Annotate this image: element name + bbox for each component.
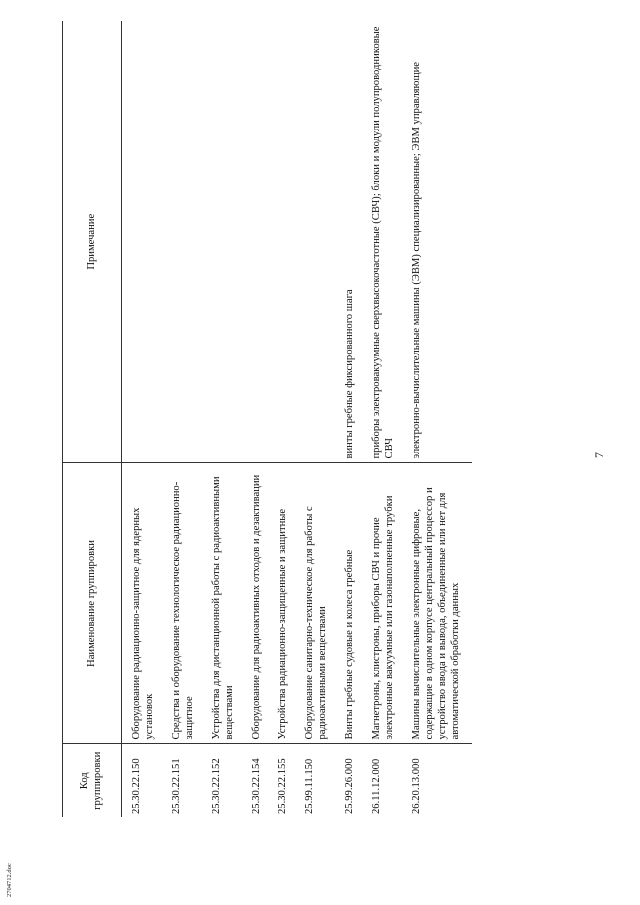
cell-note: [299, 21, 339, 463]
cell-note: приборы электровакуумные сверхвысокочастотные (СВЧ); блоки и модули полупроводниковые СВЧ: [366, 21, 406, 463]
table-row: [299, 21, 339, 817]
cell-note: [206, 21, 246, 463]
table-body: [122, 21, 472, 817]
cell-name: Оборудование радиационно-защитное для ядерных установок: [122, 463, 166, 744]
page-number: 7: [592, 452, 606, 458]
cell-note: [272, 21, 299, 463]
cell-code: 25.30.22.154: [250, 758, 262, 814]
table-row: [206, 21, 246, 817]
table-row: [166, 21, 206, 817]
cell-code: 25.30.22.150: [131, 758, 142, 814]
cell-name: Машины вычислительные электронные цифровые, содержащие в одном корпусе центральный процессор и устройство ввода и вывода, объединенные или нет для автоматической обработки данных: [406, 463, 472, 744]
cell-note: [246, 21, 273, 463]
groupings-table: [62, 21, 472, 817]
cell-note: [122, 21, 166, 463]
cell-name: Оборудование санитарно-техническое для работы с радиоактивными веществами: [299, 463, 339, 744]
cell-name: Винты гребные судовые и колеса гребные: [339, 463, 366, 744]
cell-note: [166, 21, 206, 463]
footer-filename: 2704712.doc: [6, 863, 13, 897]
cell-code: 25.30.22.151: [170, 758, 182, 814]
table-row: [406, 21, 472, 817]
cell-name: Магнетроны, клистроны, приборы СВЧ и прочие электронные вакуумные или газонаполненные трубки: [366, 463, 406, 744]
cell-code: 25.99.26.000: [344, 758, 356, 814]
cell-code: 25.30.22.155: [277, 758, 289, 814]
table-row: [272, 21, 299, 817]
cell-code: 25.99.11.150: [304, 758, 316, 814]
header-code-line1: Код: [79, 772, 91, 790]
cell-name: Средства и оборудование технологическое радиационно-защитное: [166, 463, 206, 744]
cell-name: Устройства для дистанционной работы с радиоактивными веществами: [206, 463, 246, 744]
cell-code: 26.11.12.000: [371, 758, 383, 814]
cell-name: Устройства радиационно-защищенные и защитные: [272, 463, 299, 744]
header-note: Примечание: [63, 21, 122, 463]
header-name: Наименование группировки: [63, 463, 122, 744]
cell-code: 26.20.13.000: [410, 758, 422, 814]
header-code-line2: группировки: [92, 751, 103, 810]
table-header-row: [63, 21, 122, 817]
table-row: [122, 21, 166, 817]
table-row: [339, 21, 366, 817]
table-row: [366, 21, 406, 817]
header-code: [63, 744, 122, 817]
table-row: [246, 21, 273, 817]
cell-note: винты гребные фиксированного шага: [339, 21, 366, 463]
cell-note: электронно-вычислительные машины (ЭВМ) специализированные; ЭВМ управляющие: [406, 21, 472, 463]
cell-code: 25.30.22.152: [210, 758, 222, 814]
cell-name: Оборудование для радиоактивных отходов и дезактивации: [246, 463, 273, 744]
